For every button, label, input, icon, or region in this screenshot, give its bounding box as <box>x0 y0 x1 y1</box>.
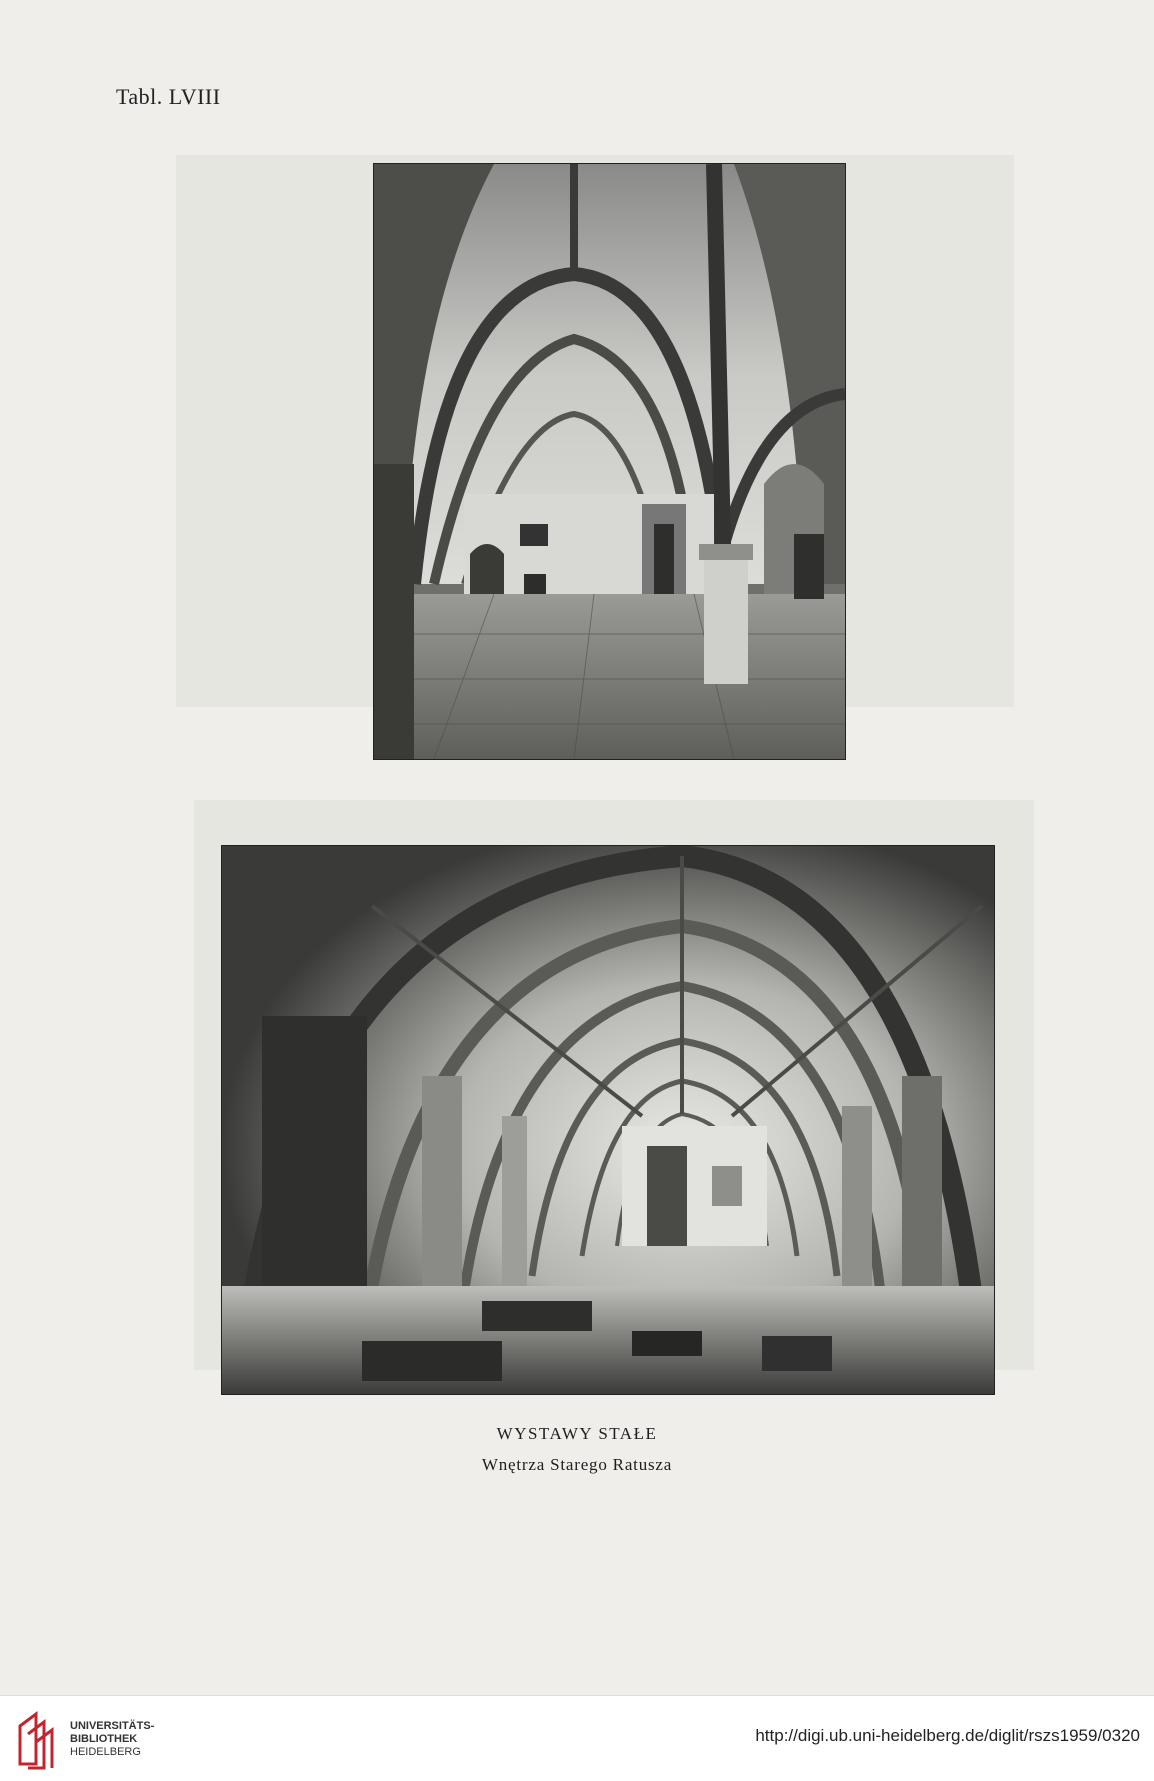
vaulted-hall-photo <box>373 163 846 760</box>
library-name-line2: BIBLIOTHEK <box>70 1733 138 1745</box>
caption-subtitle: Wnętrza Starego Ratusza <box>481 1455 673 1474</box>
caption-title: WYSTAWY STAŁE <box>496 1424 658 1443</box>
library-name-line3: HEIDELBERG <box>70 1746 141 1758</box>
library-name <box>70 1720 154 1759</box>
permalink-url[interactable]: http://digi.ub.uni-heidelberg.de/diglit/rszs1959/0320 <box>755 1726 1140 1745</box>
plate-label: Tabl. LVIII <box>116 84 221 109</box>
library-logo-icon <box>14 1706 66 1772</box>
footer-bar <box>0 1695 1154 1781</box>
library-name-line1: UNIVERSITÄTS- <box>70 1720 155 1732</box>
vaulted-corridor-photo <box>221 845 995 1395</box>
